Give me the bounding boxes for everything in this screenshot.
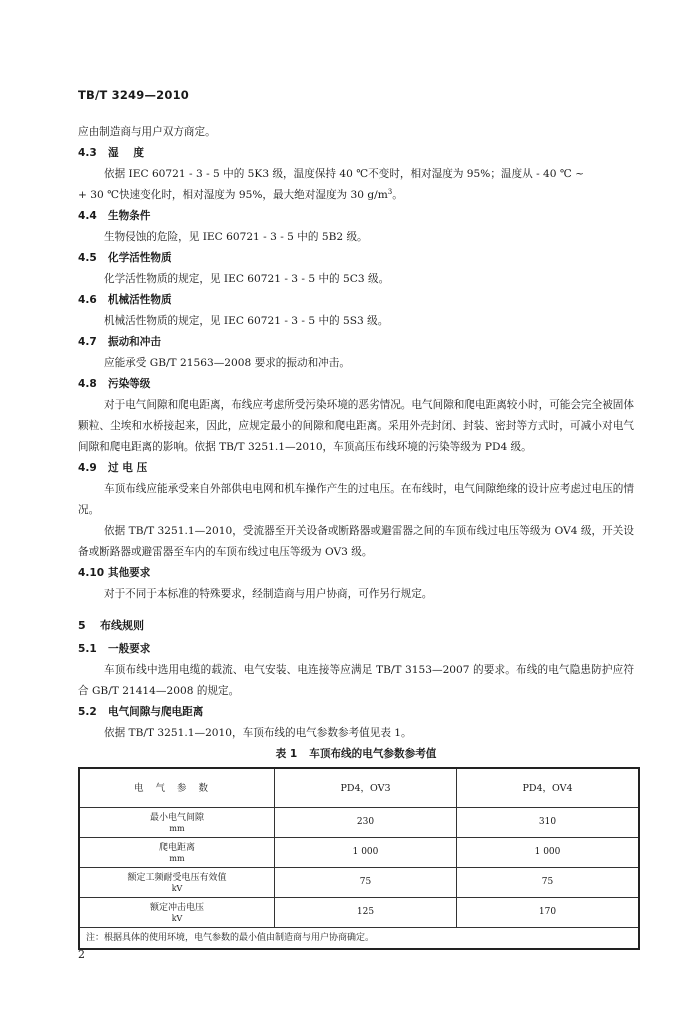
heading-number: 4.4 <box>78 210 97 222</box>
page-number: 2 <box>78 948 85 961</box>
para-4-8: 对于电气间隙和爬电距离，布线应考虑所受污染环境的恶劣情况。电气间隙和爬电距离较小时，可能会完全被固体颗粒、尘埃和水桥接起来，因此，应规定最小的间隙和爬电距离。采用外壳封闭、封装、密封等方式时，可减小对电气间隙和爬电距离的影响。依据 TB/T 3251.1—2010，车顶高压布线环境的污染等级为 PD4 级。 <box>78 399 634 453</box>
param-unit: kV <box>171 883 183 893</box>
param-unit: kV <box>171 913 183 923</box>
heading-4-8 <box>78 374 634 395</box>
para-4-7: 应能承受 GB/T 21563—2008 要求的振动和冲击。 <box>104 357 350 369</box>
table-row <box>79 838 639 868</box>
table-note: 注：根据具体的使用环境，电气参数的最小值由制造商与用户协商确定。 <box>79 928 639 950</box>
para-4-6: 机械活性物质的规定，见 IEC 60721 - 3 - 5 中的 5S3 级。 <box>104 315 389 327</box>
intro-text: 应由制造商与用户双方商定。 <box>78 126 216 138</box>
standard-code-header: TB/T 3249—2010 <box>78 88 189 102</box>
electrical-parameters-table <box>78 767 640 950</box>
header-cell-pd4-ov4: PD4，OV4 <box>457 768 640 808</box>
para-4-3-text: + 30 ℃快速变化时，相对湿度为 95%，最大绝对湿度为 30 g/m <box>78 189 388 201</box>
para-4-3-end: 。 <box>392 189 403 201</box>
heading-number: 4.7 <box>78 336 97 348</box>
heading-4-7 <box>78 332 634 353</box>
heading-number: 4.10 <box>78 567 105 579</box>
heading-number: 5 <box>78 619 86 632</box>
heading-number: 5.1 <box>78 643 97 655</box>
table-number: 表 1 <box>275 748 298 760</box>
page-content <box>78 122 634 950</box>
heading-5 <box>78 615 634 637</box>
para-5-2: 依据 TB/T 3251.1—2010，车顶布线的电气参数参考值见表 1。 <box>104 727 412 739</box>
param-cell <box>79 808 275 838</box>
heading-title: 电气间隙与爬电距离 <box>108 706 204 718</box>
heading-number: 4.9 <box>78 462 97 474</box>
heading-4-6 <box>78 290 634 311</box>
param-cell <box>79 838 275 868</box>
heading-title: 化学活性物质 <box>108 252 172 264</box>
param-unit: mm <box>169 823 185 833</box>
value-cell: 1 000 <box>457 838 640 868</box>
value-cell: 75 <box>275 868 457 898</box>
para-5-1: 车顶布线中选用电缆的载流、电气安装、电连接等应满足 TB/T 3153—2007 的要求。布线的电气隐患防护应符合 GB/T 21414—2008 的规定。 <box>78 664 634 697</box>
heading-4-5 <box>78 248 634 269</box>
heading-number: 4.3 <box>78 147 97 159</box>
param-name: 爬电距离 <box>158 842 195 853</box>
heading-title: 机械活性物质 <box>108 294 172 306</box>
header-cell-pd4-ov3: PD4，OV3 <box>275 768 457 808</box>
value-cell: 75 <box>457 868 640 898</box>
table-note-row <box>79 928 639 950</box>
param-name: 额定冲击电压 <box>149 902 204 913</box>
superscript-3: 3 <box>387 188 393 196</box>
value-cell: 125 <box>275 898 457 928</box>
heading-number: 4.5 <box>78 252 97 264</box>
heading-4-9 <box>78 458 634 479</box>
heading-title: 振动和冲击 <box>108 336 161 348</box>
table-title: 车顶布线的电气参数参考值 <box>309 748 437 760</box>
table-row <box>79 808 639 838</box>
heading-title: 其他要求 <box>108 567 151 579</box>
heading-title: 污染等级 <box>108 378 151 390</box>
heading-number: 5.2 <box>78 706 97 718</box>
para-4-10: 对于不同于本标准的特殊要求，经制造商与用户协商，可作另行规定。 <box>104 588 433 600</box>
heading-title: 过 电 压 <box>108 462 148 474</box>
value-cell: 1 000 <box>275 838 457 868</box>
table-header-row <box>79 768 639 808</box>
heading-5-1 <box>78 639 634 660</box>
heading-4-4 <box>78 206 634 227</box>
heading-title: 生物条件 <box>108 210 151 222</box>
value-cell: 230 <box>275 808 457 838</box>
param-unit: mm <box>169 853 185 863</box>
heading-number: 4.6 <box>78 294 97 306</box>
param-name: 额定工频耐受电压有效值 <box>127 872 227 883</box>
heading-number: 4.8 <box>78 378 97 390</box>
table-row <box>79 868 639 898</box>
value-cell: 310 <box>457 808 640 838</box>
value-cell: 170 <box>457 898 640 928</box>
para-4-5: 化学活性物质的规定，见 IEC 60721 - 3 - 5 中的 5C3 级。 <box>104 273 390 285</box>
param-name: 最小电气间隙 <box>149 812 204 823</box>
para-4-3-line-2 <box>78 185 634 206</box>
para-4-3-line-1: 依据 IEC 60721 - 3 - 5 中的 5K3 级，温度保持 40 ℃不变时，相对湿度为 95%；温度从 - 40 ℃ ~ <box>104 168 584 180</box>
para-4-9-a: 车顶布线应能承受来自外部供电电网和机车操作产生的过电压。在布线时，电气间隙绝缘的设计应考虑过电压的情况。 <box>78 483 634 516</box>
heading-title: 布线规则 <box>100 619 144 632</box>
header-cell-parameter: 电气参数 <box>79 768 275 808</box>
table-caption <box>78 745 634 763</box>
para-4-9-b: 依据 TB/T 3251.1—2010，受流器至开关设备或断路器或避雷器之间的车顶布线过电压等级为 OV4 级，开关设备或断路器或避雷器至车内的车顶布线过电压等级为 OV3 级。 <box>78 525 634 558</box>
heading-title: 一般要求 <box>108 643 151 655</box>
table-row <box>79 898 639 928</box>
param-cell <box>79 868 275 898</box>
heading-4-10 <box>78 563 634 584</box>
para-4-4: 生物侵蚀的危险，见 IEC 60721 - 3 - 5 中的 5B2 级。 <box>104 231 368 243</box>
heading-5-2 <box>78 702 634 723</box>
heading-4-3 <box>78 143 634 164</box>
heading-title: 湿 度 <box>108 147 144 159</box>
param-cell <box>79 898 275 928</box>
